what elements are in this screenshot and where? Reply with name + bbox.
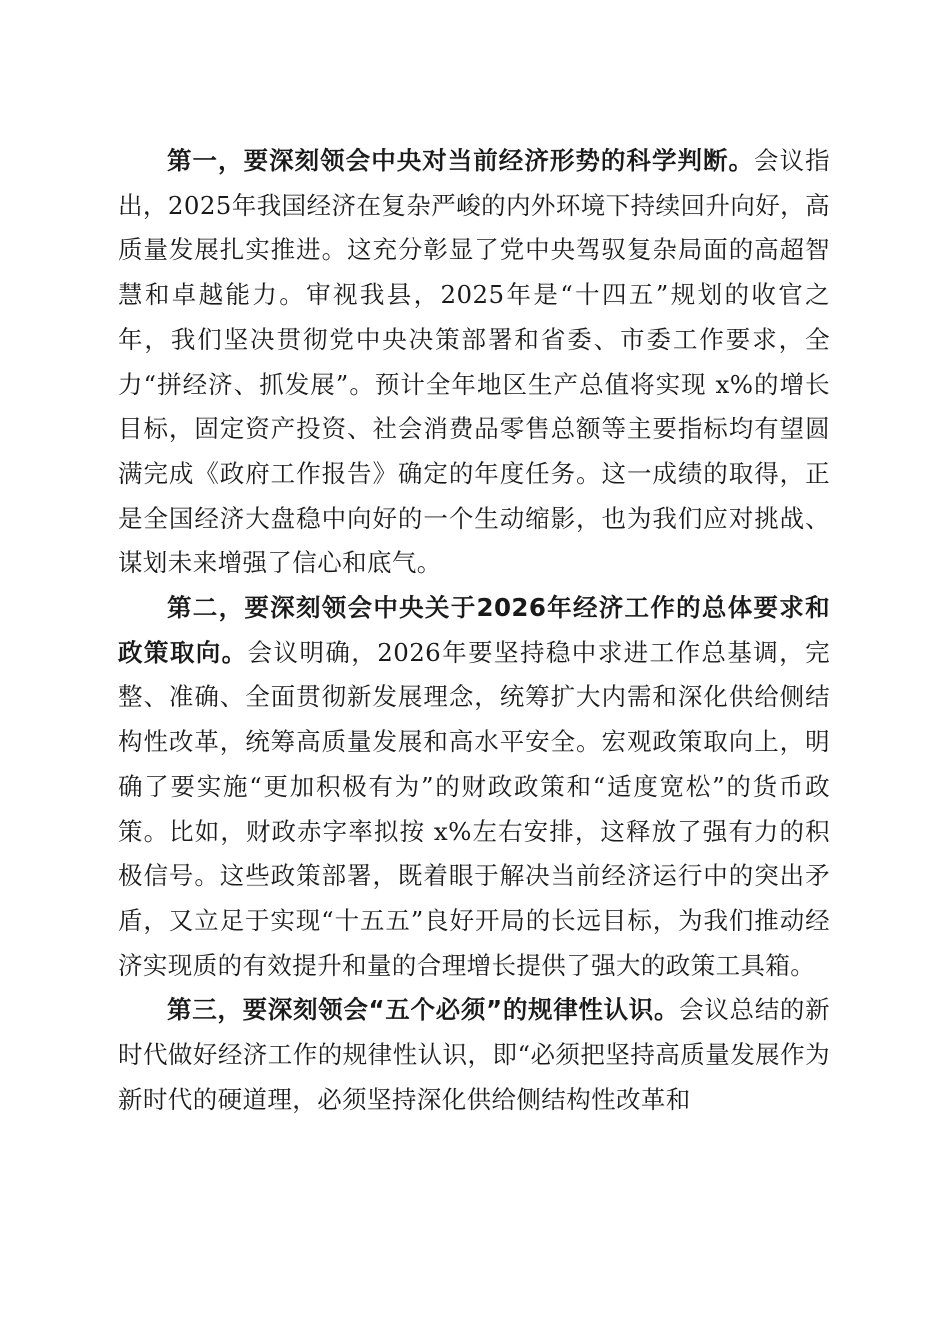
paragraph-second-text: 会议明确，2026年要坚持稳中求进工作总基调，完整、准确、全面贯彻新发展理念，统筹扩大内需和深化供给侧结构性改革，统筹高质量发展和高水平安全。宏观政策取向上，明确了要实施“更加积极有为”的财政政策和“适度宽松”的货币政策。比如，财政赤字率拟按 x%左右安排，这释放了强有力的积极信号。这些政策部署，既着眼于解决当前经济运行中的突出矛盾，又立足于实现“十五五”良好开局的长远目标，为我们推动经济实现质的有效提升和量的合理增长提供了强大的政策工具箱。 — [118, 637, 830, 980]
paragraph-first-text: 会议指出，2025年我国经济在复杂严峻的内外环境下持续回升向好，高质量发展扎实推进。这充分彰显了党中央驾驭复杂局面的高超智慧和卓越能力。审视我县，2025年是“十四五”规划的收官之年，我们坚决贯彻党中央决策部署和省委、市委工作要求，全力“拼经济、抓发展”。预计全年地区生产总值将实现 x%的增长目标，固定资产投资、社会消费品零售总额等主要指标均有望圆满完成《政府工作报告》确定的年度任务。这一成绩的取得，正是全国经济大盘稳中向好的一个生动缩影，也为我们应对挑战、谋划未来增强了信心和底气。 — [118, 146, 830, 578]
paragraph-second — [118, 586, 830, 988]
paragraph-third-heading: 第三，要深刻领会“五个必须”的规律性认识。 — [167, 995, 680, 1025]
paragraph-third-text: 会议总结的新时代做好经济工作的规律性认识，即“必须把坚持高质量发展作为新时代的硬道理，必须坚持深化供给侧结构性改革和 — [118, 995, 830, 1114]
paragraph-second-heading: 第二，要深刻领会中央关于2026年经济工作的总体要求和政策取向。 — [118, 593, 830, 667]
paragraph-third — [118, 988, 830, 1122]
paragraph-first — [118, 139, 830, 586]
paragraph-first-heading: 第一，要深刻领会中央对当前经济形势的科学判断。 — [167, 146, 755, 175]
document-body — [118, 139, 830, 1122]
